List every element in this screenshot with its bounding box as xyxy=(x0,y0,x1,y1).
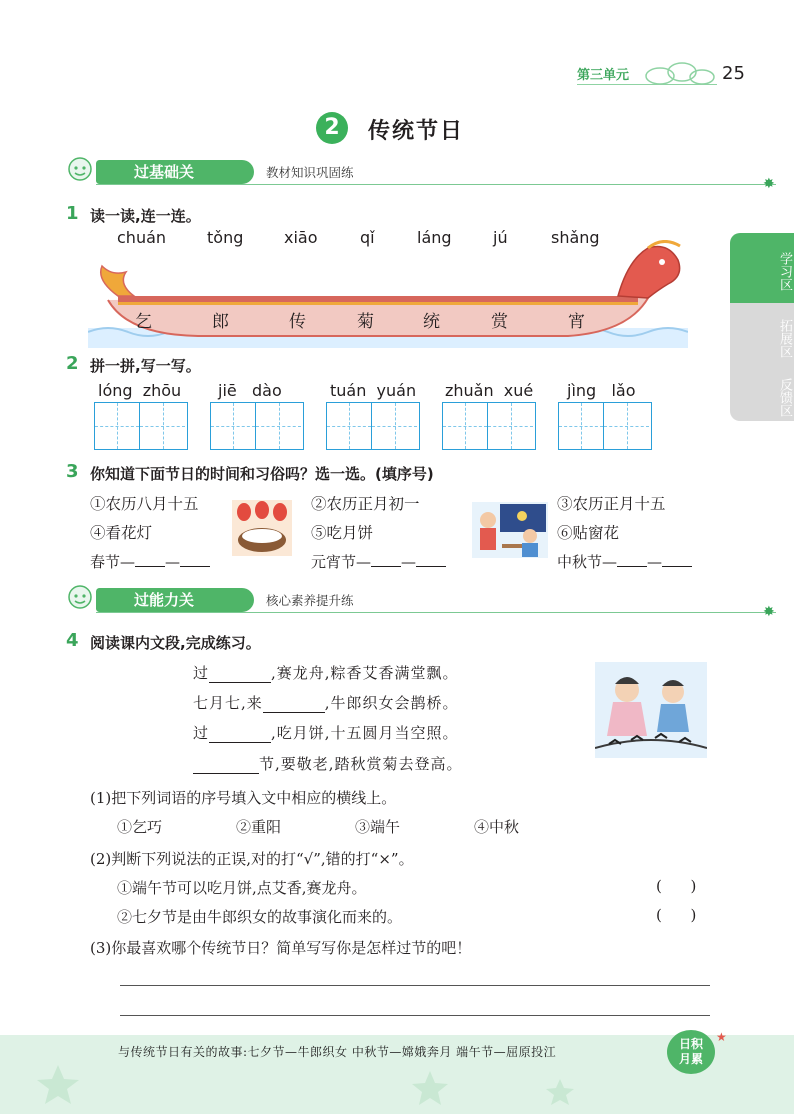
footer-note: 与传统节日有关的故事:七夕节—牛郎织女 中秋节—嫦娥奔月 端午节—屈原投江 xyxy=(118,1045,557,1059)
answer-blank[interactable] xyxy=(193,758,259,774)
option-label: ⑤吃月饼 xyxy=(311,524,374,542)
pinyin-label: chuán xyxy=(117,228,167,247)
statement: ②七夕节是由牛郎织女的故事演化而来的。 xyxy=(117,908,403,926)
mascot-icon xyxy=(66,584,94,612)
option-label: ⑥贴窗花 xyxy=(557,524,620,542)
section-banner-basic xyxy=(66,156,786,192)
poem-line: 过 ,赛龙舟,粽香艾香满堂飘。 xyxy=(193,664,459,682)
statement: ①端午节可以吃月饼,点艾香,赛龙舟。 xyxy=(117,879,367,897)
option-label: ④看花灯 xyxy=(90,524,153,542)
tab-feedback[interactable]: 反馈区 xyxy=(730,367,794,421)
question-number: 1 xyxy=(66,203,79,224)
option-label: ①农历八月十五 xyxy=(90,495,199,513)
page-number: 25 xyxy=(722,63,745,84)
dash: — xyxy=(647,553,663,571)
dragon-boat-illustration xyxy=(88,240,688,348)
fill-label: 春节— xyxy=(90,553,136,571)
section-title: 过能力关 xyxy=(96,588,254,612)
header-divider xyxy=(577,84,717,85)
tab-expand[interactable]: 拓展区 xyxy=(730,303,794,367)
writing-grid[interactable] xyxy=(94,402,188,450)
dash: — xyxy=(401,553,417,571)
answer-paren[interactable]: ( ) xyxy=(656,877,697,895)
section-divider xyxy=(96,184,776,185)
pinyin-label: xiāo xyxy=(284,228,318,247)
word-option: ③端午 xyxy=(355,818,401,836)
option-label: ③农历正月十五 xyxy=(557,495,666,513)
answer-blank[interactable] xyxy=(135,553,165,567)
character-label: 乞 xyxy=(135,312,152,332)
pinyin-label: jú xyxy=(493,228,508,247)
answer-blank[interactable] xyxy=(263,697,325,713)
pinyin-label: jiē dào xyxy=(218,381,282,400)
pinyin-label: jìng lǎo xyxy=(567,381,636,400)
question-instruction: 你知道下面节日的时间和习俗吗？选一选。(填序号) xyxy=(90,465,434,483)
section-divider xyxy=(96,612,776,613)
star-icon: ★ xyxy=(716,1030,727,1044)
question-instruction: 读一读,连一连。 xyxy=(90,207,201,225)
writing-grid[interactable] xyxy=(326,402,420,450)
answer-blank[interactable] xyxy=(209,727,271,743)
pinyin-label: qǐ xyxy=(360,228,375,247)
section-title: 过基础关 xyxy=(96,160,254,184)
question-instruction: 阅读课内文段,完成练习。 xyxy=(90,634,261,652)
writing-line[interactable] xyxy=(120,985,710,986)
option-label: ②农历正月初一 xyxy=(311,495,420,513)
lantern-dumpling-picture xyxy=(232,500,292,556)
daily-accumulation-badge: 日积 月累 xyxy=(667,1030,715,1074)
word-option: ①乞巧 xyxy=(117,818,163,836)
sub-question: (2)判断下列说法的正误,对的打“√”,错的打“×”。 xyxy=(90,850,414,868)
lesson-title: 传统节日 xyxy=(368,119,465,144)
section-subtitle: 核心素养提升练 xyxy=(266,593,354,608)
star-icon: ✸ xyxy=(763,176,775,192)
pinyin-label: láng xyxy=(417,228,452,247)
fill-row[interactable] xyxy=(557,551,692,572)
word-option: ②重阳 xyxy=(236,818,282,836)
fill-label: 中秋节— xyxy=(557,553,618,571)
poem-line: 七月七,来 ,牛郎织女会鹊桥。 xyxy=(193,694,459,712)
fill-label: 元宵节— xyxy=(311,553,372,571)
fill-row[interactable] xyxy=(90,551,210,572)
sub-question: (1)把下列词语的序号填入文中相应的横线上。 xyxy=(90,789,397,807)
answer-blank[interactable] xyxy=(617,553,647,567)
dash: — xyxy=(165,553,181,571)
star-icon: ✸ xyxy=(763,604,775,620)
pinyin-label: tuán yuán xyxy=(330,381,417,400)
writing-grid[interactable] xyxy=(210,402,304,450)
question-instruction: 拼一拼,写一写。 xyxy=(90,357,201,375)
poem-line: 节,要敬老,踏秋赏菊去登高。 xyxy=(193,753,463,774)
question-number: 3 xyxy=(66,461,79,482)
unit-label: 第三单元 xyxy=(577,68,630,83)
family-picture xyxy=(472,502,548,558)
character-label: 菊 xyxy=(357,312,374,332)
tab-study[interactable]: 学习区 xyxy=(730,233,794,303)
fill-row[interactable] xyxy=(311,551,446,572)
qixi-magpie-bridge-picture xyxy=(595,662,707,758)
answer-blank[interactable] xyxy=(416,553,446,567)
character-label: 郎 xyxy=(212,312,229,332)
pinyin-label: lóng zhōu xyxy=(98,381,182,400)
answer-blank[interactable] xyxy=(662,553,692,567)
character-label: 传 xyxy=(289,312,306,332)
answer-blank[interactable] xyxy=(371,553,401,567)
question-number: 4 xyxy=(66,630,79,651)
writing-grid[interactable] xyxy=(558,402,652,450)
pinyin-label: zhuǎn xué xyxy=(445,381,534,400)
question-number: 2 xyxy=(66,353,79,374)
word-option: ④中秋 xyxy=(474,818,520,836)
character-label: 赏 xyxy=(491,312,508,332)
pinyin-label: tǒng xyxy=(207,228,244,247)
writing-grid[interactable] xyxy=(442,402,536,450)
pinyin-label: shǎng xyxy=(551,228,600,247)
answer-paren[interactable]: ( ) xyxy=(656,906,697,924)
section-banner-ability xyxy=(66,584,786,620)
section-subtitle: 教材知识巩固练 xyxy=(266,165,354,180)
answer-blank[interactable] xyxy=(180,553,210,567)
character-label: 宵 xyxy=(568,312,585,332)
mascot-icon xyxy=(66,156,94,184)
poem-line: 过 ,吃月饼,十五圆月当空照。 xyxy=(193,724,459,742)
character-label: 统 xyxy=(423,312,440,332)
writing-line[interactable] xyxy=(120,1015,710,1016)
sub-question: (3)你最喜欢哪个传统节日？简单写写你是怎样过节的吧！ xyxy=(90,939,472,957)
answer-blank[interactable] xyxy=(209,667,271,683)
lesson-number: 2 xyxy=(316,112,348,144)
